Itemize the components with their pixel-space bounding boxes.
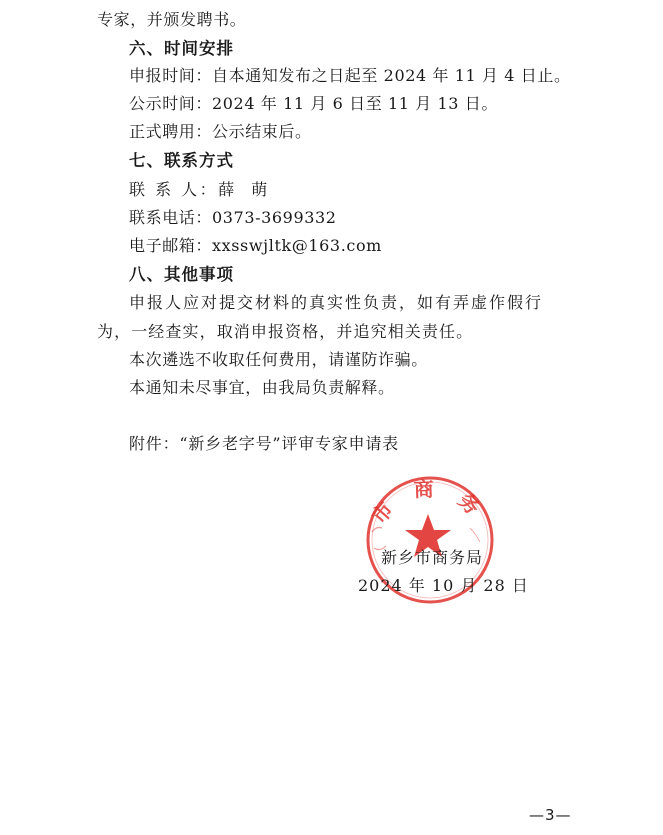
signature-org: 新乡市商务局 — [381, 548, 484, 567]
text-line-publicity-time: 公示时间：2024 年 11 月 6 日至 11 月 13 日。 — [129, 94, 498, 113]
text-line-contact-email: 电子邮箱：xxsswjltk@163.com — [129, 236, 382, 255]
text-line-contact-person — [129, 180, 273, 200]
contact-person-name: 薛 萌 — [218, 180, 274, 199]
signature-date: 2024 年 10 月 28 日 — [358, 576, 529, 595]
section-heading-schedule: 六、时间安排 — [129, 39, 234, 58]
svg-text:市 商 务: 市 商 务 — [366, 476, 491, 529]
text-line-formal-hire: 正式聘用：公示结束后。 — [129, 122, 312, 141]
text-line-apply-time: 申报时间：自本通知发布之日起至 2024 年 11 月 4 日止。 — [129, 66, 571, 85]
attachment-line: 附件：“新乡老字号”评审专家申请表 — [129, 434, 399, 453]
text-line-continuation: 专家，并颁发聘书。 — [97, 10, 247, 29]
page-number: —3— — [529, 806, 572, 824]
text-line-other-2: 为，一经查实，取消申报资格，并追究相关责任。 — [97, 322, 474, 341]
text-line-interpretation: 本通知未尽事宜，由我局负责解释。 — [129, 378, 395, 397]
section-heading-contact: 七、联系方式 — [129, 151, 234, 170]
text-line-contact-phone: 联系电话：0373-3699332 — [129, 208, 337, 227]
section-heading-other: 八、其他事项 — [129, 265, 234, 284]
text-line-other-1: 申报人应对提交材料的真实性负责，如有弄虚作假行 — [129, 293, 544, 312]
text-line-no-fee: 本次遴选不收取任何费用，请谨防诈骗。 — [129, 350, 428, 369]
contact-person-label: 联 系 人： — [129, 180, 219, 199]
